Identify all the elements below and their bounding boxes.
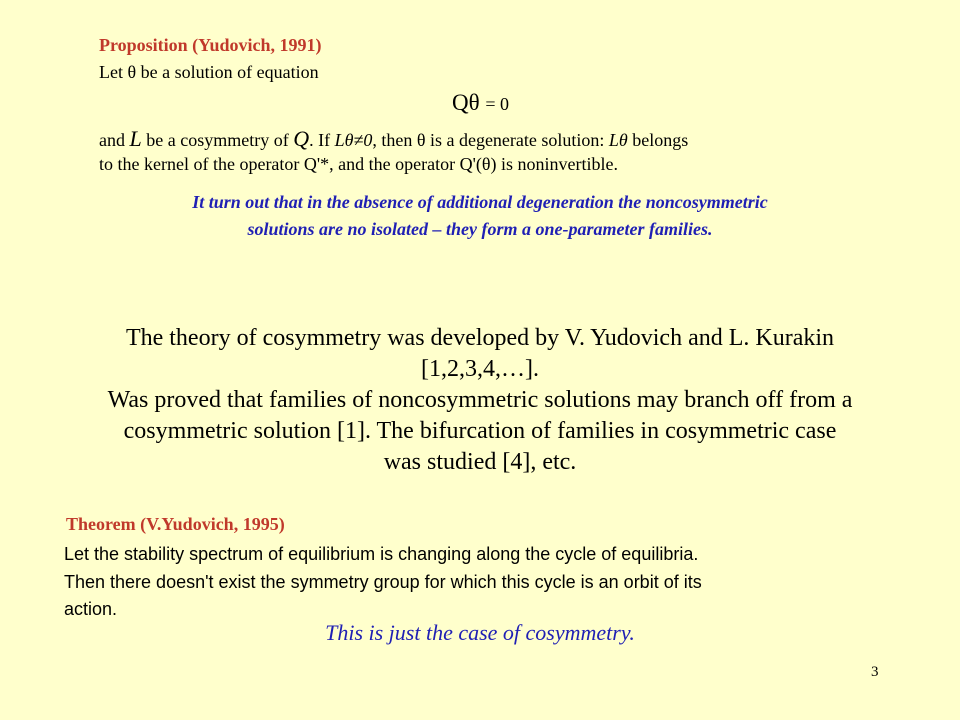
proposition-line-4: to the kernel of the operator Q'*, and the operator Q'(θ) is noninvertible. <box>99 154 618 174</box>
emphasis-line-1: It turn out that in the absence of additional degeneration the noncosymmetric <box>192 192 768 212</box>
emphasis-line-2: solutions are no isolated – they form a one-parameter families. <box>247 219 713 239</box>
theta-symbol-2: θ <box>416 130 426 150</box>
p6: belongs <box>632 130 689 150</box>
cosymmetry-L: L <box>129 126 142 151</box>
condition: Lθ≠0 <box>334 130 373 150</box>
proposition-line-1 <box>99 62 319 83</box>
proposition-line-3 <box>99 126 688 152</box>
theorem-line-3: action. <box>64 599 118 619</box>
p1: and <box>99 130 125 150</box>
theory-line-3: Was proved that families of noncosymmetric solutions may branch off from a <box>107 387 853 413</box>
theorem-body <box>64 541 894 624</box>
equation-rhs: = 0 <box>485 94 510 114</box>
operator-Q: Q <box>293 126 310 151</box>
theorem-line-2: Then there doesn't exist the symmetry group for which this cycle is an orbit of its <box>64 571 702 592</box>
equation-operator: Qθ <box>452 90 480 115</box>
page-number: 3 <box>871 664 879 680</box>
theta-symbol: θ <box>127 62 137 82</box>
theorem-title: Theorem (V.Yudovich, 1995) <box>66 514 285 534</box>
theory-line-4: cosymmetric solution [1]. The bifurcation of families in cosymmetric case <box>123 418 837 444</box>
p2: be a cosymmetry of <box>146 130 289 150</box>
p5: is a degenerate solution: <box>429 130 605 150</box>
theory-line-2: [1,2,3,4,…]. <box>421 356 539 382</box>
let-suffix: be a solution of equation <box>140 62 319 82</box>
theorem-line-1: Let the stability spectrum of equilibrium is changing along the cycle of equilibria. <box>64 544 699 564</box>
theory-line-1: The theory of cosymmetry was developed by V. Yudovich and L. Kurakin <box>125 325 835 351</box>
theory-line-5: was studied [4], etc. <box>383 449 577 475</box>
closing-statement: This is just the case of cosymmetry. <box>325 620 635 645</box>
let-prefix: Let <box>99 62 123 82</box>
p4: , then <box>372 130 413 150</box>
p3: . If <box>309 130 331 150</box>
equation <box>452 90 509 116</box>
proposition-title: Proposition (Yudovich, 1991) <box>99 35 322 55</box>
L-theta: Lθ <box>608 130 628 150</box>
